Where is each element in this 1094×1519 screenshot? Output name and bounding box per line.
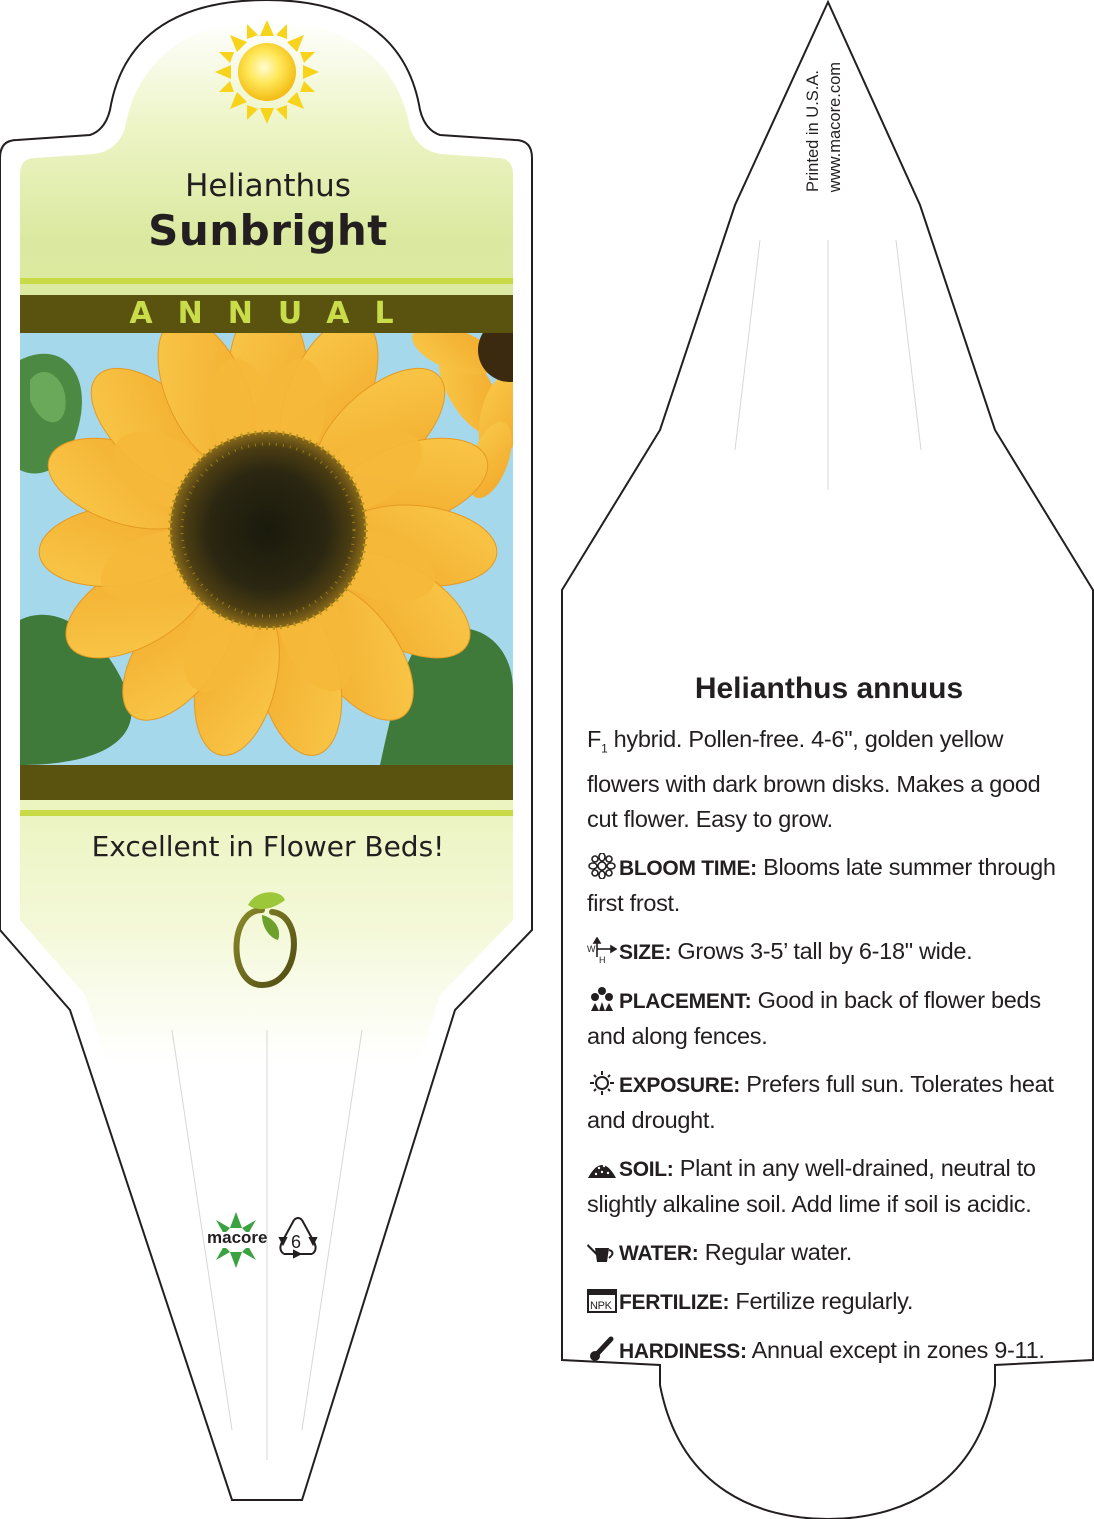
printed-in-text: Printed in U.S.A. xyxy=(804,70,822,192)
svg-text:H: H xyxy=(599,954,606,963)
plant-info xyxy=(587,722,1067,1382)
npk-icon xyxy=(587,1287,619,1311)
sunflower-photo xyxy=(20,300,542,765)
sun-icon xyxy=(215,20,319,124)
intro-paragraph xyxy=(587,722,1067,837)
info-water: WATER: Regular water. xyxy=(587,1235,1067,1271)
placement-icon xyxy=(587,986,619,1010)
genus-name: Helianthus xyxy=(185,168,351,204)
intro-text: hybrid. Pollen-free. 4-6", golden yellow flowers with dark brown disks. Makes a good cut flower. Easy to grow. xyxy=(587,726,1041,832)
website-text: www.macore.com xyxy=(826,62,844,193)
intro-f: F xyxy=(587,726,602,752)
botanical-name: Helianthus annuus xyxy=(694,672,964,705)
info-hardiness: HARDINESS: Annual except in zones 9-11. xyxy=(587,1333,1067,1369)
info-exposure: EXPOSURE: Prefers full sun. Tolerates heat and drought. xyxy=(587,1070,1054,1133)
tagline: Excellent in Flower Beds! xyxy=(91,830,445,863)
intro-f-sub: 1 xyxy=(601,741,608,756)
flower-icon xyxy=(587,853,619,877)
sun-icon xyxy=(587,1070,619,1094)
brand-name: macore xyxy=(207,1228,268,1247)
cultivar-name: Sunbright xyxy=(148,206,388,255)
soil-icon xyxy=(587,1154,619,1178)
svg-text:NPK: NPK xyxy=(590,1299,612,1312)
watering-can-icon xyxy=(587,1238,619,1262)
size-icon xyxy=(587,937,619,961)
printed-info xyxy=(804,62,844,230)
info-fertilize: NPK FERTILIZE: Fertilize regularly. xyxy=(587,1284,1067,1320)
info-placement: PLACEMENT: Good in back of flower beds and along fences. xyxy=(587,986,1041,1049)
info-bloom-time: BLOOM TIME: Blooms late summer through first frost. xyxy=(587,853,1056,916)
thermometer-icon xyxy=(587,1336,619,1360)
info-soil: SOIL: Plant in any well-drained, neutral to slightly alkaline soil. Add lime if soil is acidic. xyxy=(587,1154,1036,1217)
svg-text:W: W xyxy=(587,943,596,954)
info-size: W H SIZE: Grows 3-5’ tall by 6-18" wide. xyxy=(587,937,973,964)
recycle-code: 6 xyxy=(291,1232,302,1252)
category-label: ANNUAL xyxy=(129,296,419,331)
